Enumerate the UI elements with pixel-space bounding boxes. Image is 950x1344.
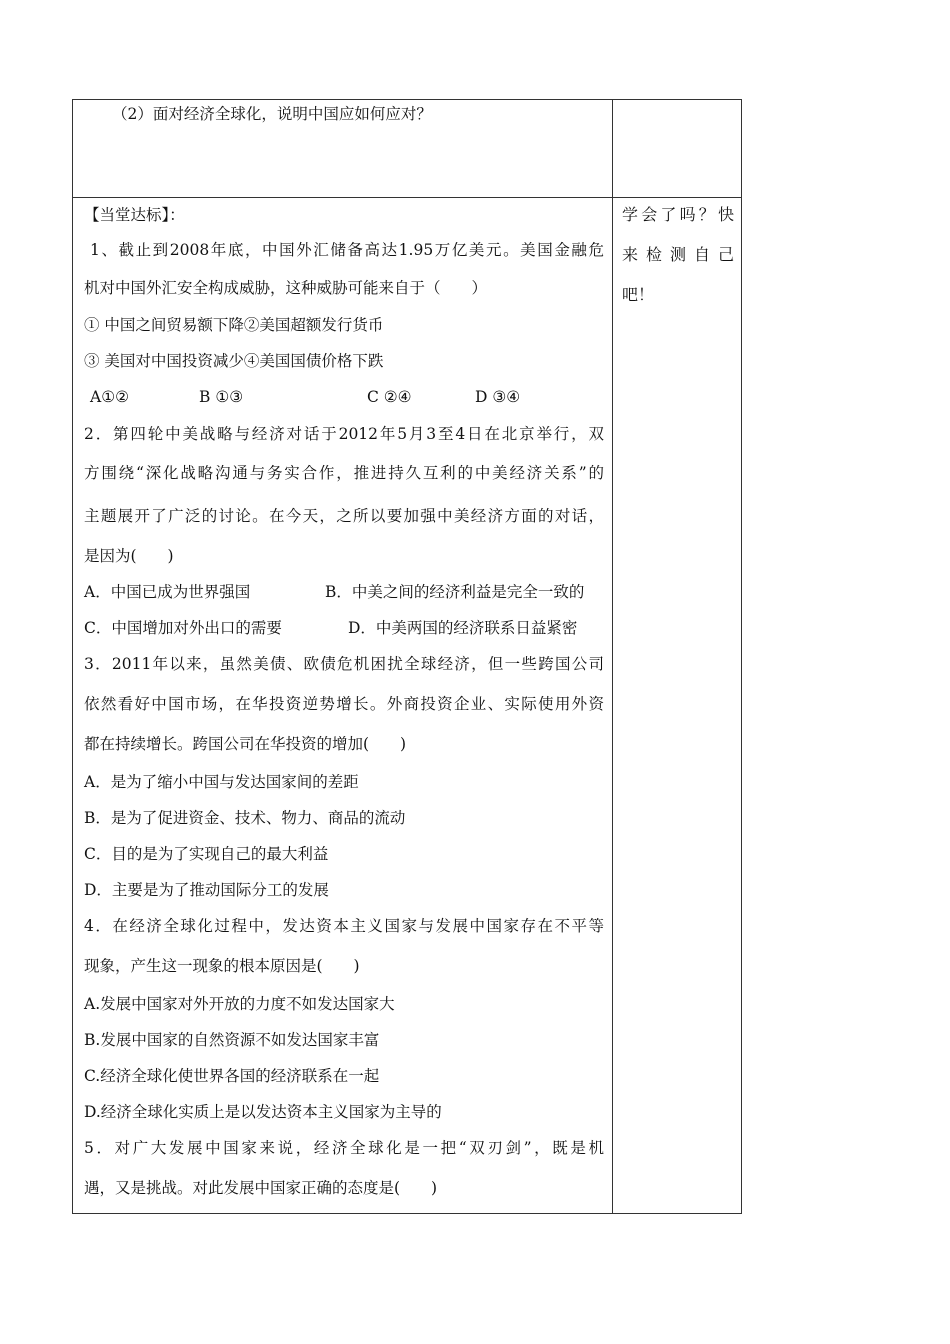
q3-line3: 都在持续增长。跨国公司在华投资的增加( ) — [84, 735, 407, 753]
q3-option-c: C．目的是为了实现自己的最大利益 — [84, 845, 329, 863]
q4-line1: 4．在经济全球化过程中，发达资本主义国家与发展中国家存在不平等 — [84, 917, 604, 935]
table-row-divider — [72, 197, 742, 198]
question-2-prompt: （2）面对经济全球化，说明中国应如何应对？ — [112, 105, 432, 123]
q1-choice-d: D ③④ — [475, 388, 521, 406]
q1-option-1: ① 中国之间贸易额下降②美国超额发行货币 — [84, 316, 384, 334]
q3-line2: 依然看好中国市场，在华投资逆势增长。外商投资企业、实际使用外资 — [84, 695, 604, 713]
q4-option-b: B.发展中国家的自然资源不如发达国家丰富 — [84, 1031, 380, 1049]
side-note-line3: 吧！ — [622, 285, 655, 304]
q4-option-c: C.经济全球化使世界各国的经济联系在一起 — [84, 1067, 380, 1085]
side-note-line1: 学会了吗？快 — [622, 205, 734, 224]
q4-option-d: D.经济全球化实质上是以发达资本主义国家为主导的 — [84, 1103, 442, 1121]
q3-option-a: A．是为了缩小中国与发达国家间的差距 — [84, 773, 359, 791]
q2-line2: 方围绕“深化战略沟通与务实合作，推进持久互利的中美经济关系”的 — [84, 464, 604, 482]
q3-option-d: D．主要是为了推动国际分工的发展 — [84, 881, 329, 899]
q2-option-a: A．中国已成为世界强国 — [84, 583, 251, 601]
q1-choice-a: A①② — [90, 388, 129, 406]
q2-line1: 2．第四轮中美战略与经济对话于2012年5月3至4日在北京举行，双 — [84, 425, 604, 443]
q1-choice-b: B ①③ — [199, 388, 244, 406]
q5-line1: 5．对广大发展中国家来说，经济全球化是一把“双刃剑”，既是机 — [84, 1139, 604, 1157]
q5-line2: 遇，又是挑战。对此发展中国家正确的态度是( ) — [84, 1179, 438, 1197]
q3-option-b: B．是为了促进资金、技术、物力、商品的流动 — [84, 809, 406, 827]
q1-line2: 机对中国外汇安全构成威胁，这种威胁可能来自于（ ） — [84, 279, 488, 297]
q2-option-b: B．中美之间的经济利益是完全一致的 — [325, 583, 585, 601]
table-border-top — [72, 99, 742, 100]
side-note-line2: 来检测自己 — [622, 245, 734, 264]
q1-option-2: ③ 美国对中国投资减少④美国国债价格下跌 — [84, 352, 384, 370]
section-heading: 【当堂达标】： — [84, 206, 185, 224]
q4-option-a: A.发展中国家对外开放的力度不如发达国家大 — [84, 995, 395, 1013]
table-border-bottom — [72, 1213, 742, 1214]
q4-line2: 现象，产生这一现象的根本原因是( ) — [84, 957, 360, 975]
q2-line3: 主题展开了广泛的讨论。在今天，之所以要加强中美经济方面的对话， — [84, 507, 604, 525]
q2-option-d: D．中美两国的经济联系日益紧密 — [348, 619, 578, 637]
table-border-left — [72, 99, 73, 1214]
table-column-divider — [612, 99, 613, 1214]
q2-option-c: C．中国增加对外出口的需要 — [84, 619, 282, 637]
q1-choice-c: C ②④ — [367, 388, 412, 406]
q2-line4: 是因为( ) — [84, 547, 174, 565]
table-border-right — [741, 99, 742, 1214]
q1-line1: 1、截止到2008年底，中国外汇储备高达1.95万亿美元。美国金融危 — [90, 241, 604, 259]
q3-line1: 3．2011年以来，虽然美债、欧债危机困扰全球经济，但一些跨国公司 — [84, 655, 604, 673]
